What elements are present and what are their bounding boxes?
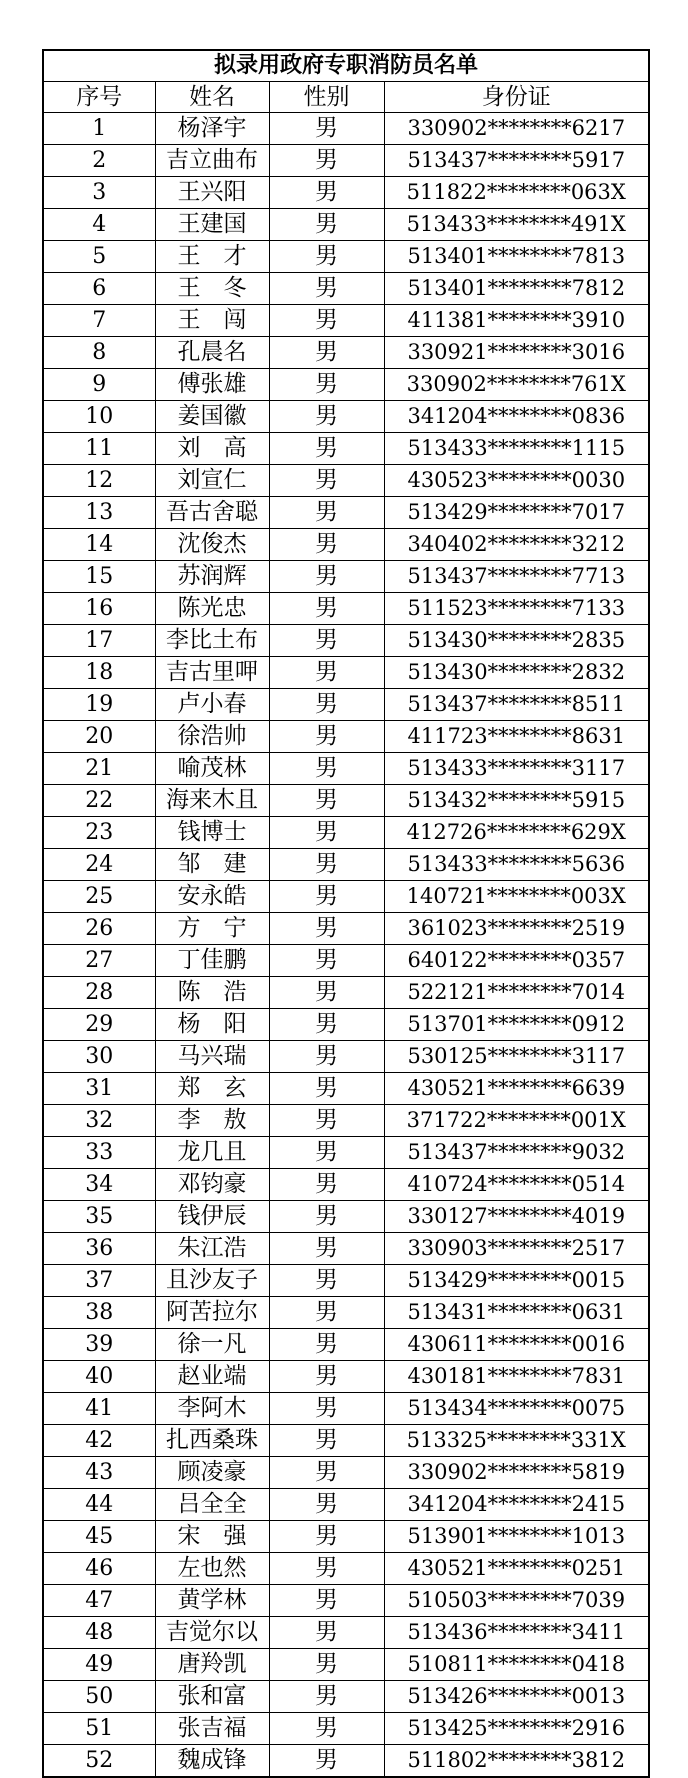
name-cell: 徐一凡 — [155, 1329, 269, 1361]
seq-cell: 44 — [43, 1489, 155, 1521]
table-row — [43, 785, 649, 817]
table-row — [43, 1105, 649, 1137]
header-id: 身份证 — [384, 82, 649, 113]
seq-cell: 27 — [43, 945, 155, 977]
sex-cell: 男 — [269, 337, 384, 369]
name-cell: 安永皓 — [155, 881, 269, 913]
table-row — [43, 1233, 649, 1265]
seq-cell: 15 — [43, 561, 155, 593]
table-row — [43, 657, 649, 689]
sex-cell: 男 — [269, 1489, 384, 1521]
table-row — [43, 1649, 649, 1681]
table-row — [43, 849, 649, 881]
title-row — [43, 50, 649, 82]
seq-cell: 33 — [43, 1137, 155, 1169]
name-cell: 孔晨名 — [155, 337, 269, 369]
table-row — [43, 817, 649, 849]
name-cell: 吾古舍聪 — [155, 497, 269, 529]
name-cell: 吕全全 — [155, 1489, 269, 1521]
name-cell: 王兴阳 — [155, 177, 269, 209]
seq-cell: 2 — [43, 145, 155, 177]
table-row — [43, 529, 649, 561]
sex-cell: 男 — [269, 1233, 384, 1265]
id-cell: 410724********0514 — [384, 1169, 649, 1201]
name-cell: 黄学林 — [155, 1585, 269, 1617]
name-cell: 刘 高 — [155, 433, 269, 465]
id-cell: 511802********3812 — [384, 1745, 649, 1778]
table-row — [43, 497, 649, 529]
name-cell: 丁佳鹏 — [155, 945, 269, 977]
id-cell: 513430********2835 — [384, 625, 649, 657]
sex-cell: 男 — [269, 1361, 384, 1393]
name-cell: 且沙友子 — [155, 1265, 269, 1297]
seq-cell: 7 — [43, 305, 155, 337]
header-seq: 序号 — [43, 82, 155, 113]
sex-cell: 男 — [269, 1553, 384, 1585]
name-cell: 朱江浩 — [155, 1233, 269, 1265]
id-cell: 513433********5636 — [384, 849, 649, 881]
sex-cell: 男 — [269, 1041, 384, 1073]
table-row — [43, 337, 649, 369]
sex-cell: 男 — [269, 177, 384, 209]
seq-cell: 47 — [43, 1585, 155, 1617]
id-cell: 341204********0836 — [384, 401, 649, 433]
roster-body — [43, 113, 649, 1778]
name-cell: 王 才 — [155, 241, 269, 273]
id-cell: 361023********2519 — [384, 913, 649, 945]
seq-cell: 51 — [43, 1713, 155, 1745]
header-sex: 性别 — [269, 82, 384, 113]
sex-cell: 男 — [269, 1649, 384, 1681]
seq-cell: 36 — [43, 1233, 155, 1265]
id-cell: 513437********8511 — [384, 689, 649, 721]
id-cell: 513430********2832 — [384, 657, 649, 689]
seq-cell: 39 — [43, 1329, 155, 1361]
name-cell: 钱伊辰 — [155, 1201, 269, 1233]
seq-cell: 38 — [43, 1297, 155, 1329]
table-row — [43, 1617, 649, 1649]
table-row — [43, 1681, 649, 1713]
id-cell: 140721********003X — [384, 881, 649, 913]
sex-cell: 男 — [269, 1297, 384, 1329]
sex-cell: 男 — [269, 1169, 384, 1201]
sex-cell: 男 — [269, 1073, 384, 1105]
seq-cell: 43 — [43, 1457, 155, 1489]
table-row — [43, 433, 649, 465]
id-cell: 411723********8631 — [384, 721, 649, 753]
table-row — [43, 1265, 649, 1297]
seq-cell: 12 — [43, 465, 155, 497]
id-cell: 513425********2916 — [384, 1713, 649, 1745]
sex-cell: 男 — [269, 849, 384, 881]
seq-cell: 50 — [43, 1681, 155, 1713]
name-cell: 卢小春 — [155, 689, 269, 721]
sex-cell: 男 — [269, 1265, 384, 1297]
id-cell: 513433********3117 — [384, 753, 649, 785]
name-cell: 李 敖 — [155, 1105, 269, 1137]
table-row — [43, 1425, 649, 1457]
id-cell: 513437********9032 — [384, 1137, 649, 1169]
table-row — [43, 177, 649, 209]
seq-cell: 37 — [43, 1265, 155, 1297]
id-cell: 513433********491X — [384, 209, 649, 241]
seq-cell: 18 — [43, 657, 155, 689]
id-cell: 330902********761X — [384, 369, 649, 401]
sex-cell: 男 — [269, 657, 384, 689]
name-cell: 赵业端 — [155, 1361, 269, 1393]
id-cell: 430521********6639 — [384, 1073, 649, 1105]
name-cell: 左也然 — [155, 1553, 269, 1585]
sex-cell: 男 — [269, 1617, 384, 1649]
seq-cell: 3 — [43, 177, 155, 209]
table-row — [43, 273, 649, 305]
sex-cell: 男 — [269, 913, 384, 945]
sex-cell: 男 — [269, 1745, 384, 1778]
id-cell: 411381********3910 — [384, 305, 649, 337]
sex-cell: 男 — [269, 401, 384, 433]
id-cell: 513431********0631 — [384, 1297, 649, 1329]
table-row — [43, 465, 649, 497]
seq-cell: 6 — [43, 273, 155, 305]
sex-cell: 男 — [269, 1105, 384, 1137]
sex-cell: 男 — [269, 817, 384, 849]
name-cell: 王 闯 — [155, 305, 269, 337]
name-cell: 姜国徽 — [155, 401, 269, 433]
name-cell: 李比土布 — [155, 625, 269, 657]
sex-cell: 男 — [269, 1393, 384, 1425]
seq-cell: 5 — [43, 241, 155, 273]
seq-cell: 40 — [43, 1361, 155, 1393]
seq-cell: 42 — [43, 1425, 155, 1457]
table-row — [43, 913, 649, 945]
sex-cell: 男 — [269, 369, 384, 401]
name-cell: 邹 建 — [155, 849, 269, 881]
name-cell: 刘宣仁 — [155, 465, 269, 497]
sex-cell: 男 — [269, 593, 384, 625]
sex-cell: 男 — [269, 1585, 384, 1617]
id-cell: 513325********331X — [384, 1425, 649, 1457]
sex-cell: 男 — [269, 1201, 384, 1233]
name-cell: 阿苦拉尔 — [155, 1297, 269, 1329]
sex-cell: 男 — [269, 1329, 384, 1361]
table-row — [43, 721, 649, 753]
id-cell: 513433********1115 — [384, 433, 649, 465]
seq-cell: 10 — [43, 401, 155, 433]
table-title: 拟录用政府专职消防员名单 — [43, 50, 649, 82]
name-cell: 杨泽宇 — [155, 113, 269, 145]
table-row — [43, 945, 649, 977]
table-row — [43, 1713, 649, 1745]
sex-cell: 男 — [269, 1713, 384, 1745]
name-cell: 顾凌豪 — [155, 1457, 269, 1489]
seq-cell: 35 — [43, 1201, 155, 1233]
name-cell: 陈光忠 — [155, 593, 269, 625]
seq-cell: 46 — [43, 1553, 155, 1585]
seq-cell: 19 — [43, 689, 155, 721]
seq-cell: 41 — [43, 1393, 155, 1425]
id-cell: 412726********629X — [384, 817, 649, 849]
id-cell: 430611********0016 — [384, 1329, 649, 1361]
table-row — [43, 209, 649, 241]
name-cell: 扎西桑珠 — [155, 1425, 269, 1457]
sex-cell: 男 — [269, 1009, 384, 1041]
name-cell: 方 宁 — [155, 913, 269, 945]
seq-cell: 45 — [43, 1521, 155, 1553]
table-row — [43, 881, 649, 913]
sex-cell: 男 — [269, 209, 384, 241]
id-cell: 330127********4019 — [384, 1201, 649, 1233]
id-cell: 341204********2415 — [384, 1489, 649, 1521]
name-cell: 王建国 — [155, 209, 269, 241]
seq-cell: 16 — [43, 593, 155, 625]
id-cell: 511523********7133 — [384, 593, 649, 625]
sex-cell: 男 — [269, 433, 384, 465]
seq-cell: 23 — [43, 817, 155, 849]
table-row — [43, 1073, 649, 1105]
name-cell: 宋 强 — [155, 1521, 269, 1553]
id-cell: 522121********7014 — [384, 977, 649, 1009]
seq-cell: 26 — [43, 913, 155, 945]
sex-cell: 男 — [269, 1137, 384, 1169]
table-row — [43, 1553, 649, 1585]
id-cell: 330902********5819 — [384, 1457, 649, 1489]
table-row — [43, 753, 649, 785]
seq-cell: 28 — [43, 977, 155, 1009]
name-cell: 喻茂林 — [155, 753, 269, 785]
table-row — [43, 593, 649, 625]
sex-cell: 男 — [269, 145, 384, 177]
seq-cell: 1 — [43, 113, 155, 145]
seq-cell: 49 — [43, 1649, 155, 1681]
id-cell: 430181********7831 — [384, 1361, 649, 1393]
sex-cell: 男 — [269, 1681, 384, 1713]
sex-cell: 男 — [269, 689, 384, 721]
table-row — [43, 1521, 649, 1553]
sex-cell: 男 — [269, 561, 384, 593]
sex-cell: 男 — [269, 241, 384, 273]
seq-cell: 8 — [43, 337, 155, 369]
table-row — [43, 1041, 649, 1073]
table-row — [43, 1329, 649, 1361]
id-cell: 330902********6217 — [384, 113, 649, 145]
id-cell: 511822********063X — [384, 177, 649, 209]
name-cell: 海来木且 — [155, 785, 269, 817]
sex-cell: 男 — [269, 305, 384, 337]
sex-cell: 男 — [269, 497, 384, 529]
table-row — [43, 1585, 649, 1617]
id-cell: 340402********3212 — [384, 529, 649, 561]
sex-cell: 男 — [269, 273, 384, 305]
seq-cell: 29 — [43, 1009, 155, 1041]
table-row — [43, 1745, 649, 1778]
name-cell: 傅张雄 — [155, 369, 269, 401]
table-row — [43, 561, 649, 593]
seq-cell: 20 — [43, 721, 155, 753]
sex-cell: 男 — [269, 945, 384, 977]
sex-cell: 男 — [269, 753, 384, 785]
sex-cell: 男 — [269, 465, 384, 497]
table-row — [43, 1201, 649, 1233]
table-row — [43, 113, 649, 145]
name-cell: 马兴瑞 — [155, 1041, 269, 1073]
sex-cell: 男 — [269, 625, 384, 657]
name-cell: 张吉福 — [155, 1713, 269, 1745]
seq-cell: 34 — [43, 1169, 155, 1201]
id-cell: 371722********001X — [384, 1105, 649, 1137]
table-row — [43, 241, 649, 273]
seq-cell: 9 — [43, 369, 155, 401]
table-row — [43, 1457, 649, 1489]
table-row — [43, 1361, 649, 1393]
id-cell: 513401********7813 — [384, 241, 649, 273]
id-cell: 513429********0015 — [384, 1265, 649, 1297]
name-cell: 龙几且 — [155, 1137, 269, 1169]
id-cell: 513437********7713 — [384, 561, 649, 593]
id-cell: 640122********0357 — [384, 945, 649, 977]
id-cell: 510811********0418 — [384, 1649, 649, 1681]
name-cell: 吉觉尔以 — [155, 1617, 269, 1649]
seq-cell: 24 — [43, 849, 155, 881]
name-cell: 杨 阳 — [155, 1009, 269, 1041]
id-cell: 430523********0030 — [384, 465, 649, 497]
sex-cell: 男 — [269, 1457, 384, 1489]
seq-cell: 31 — [43, 1073, 155, 1105]
id-cell: 513701********0912 — [384, 1009, 649, 1041]
id-cell: 530125********3117 — [384, 1041, 649, 1073]
name-cell: 唐羚凯 — [155, 1649, 269, 1681]
table-row — [43, 305, 649, 337]
table-row — [43, 977, 649, 1009]
header-row — [43, 82, 649, 113]
table-row — [43, 1009, 649, 1041]
sex-cell: 男 — [269, 1425, 384, 1457]
header-name: 姓名 — [155, 82, 269, 113]
id-cell: 330921********3016 — [384, 337, 649, 369]
name-cell: 王 冬 — [155, 273, 269, 305]
table-row — [43, 1393, 649, 1425]
name-cell: 李阿木 — [155, 1393, 269, 1425]
name-cell: 沈俊杰 — [155, 529, 269, 561]
table-row — [43, 1137, 649, 1169]
table-row — [43, 145, 649, 177]
name-cell: 张和富 — [155, 1681, 269, 1713]
name-cell: 陈 浩 — [155, 977, 269, 1009]
id-cell: 430521********0251 — [384, 1553, 649, 1585]
sex-cell: 男 — [269, 529, 384, 561]
name-cell: 吉立曲布 — [155, 145, 269, 177]
name-cell: 钱博士 — [155, 817, 269, 849]
table-row — [43, 369, 649, 401]
table-row — [43, 689, 649, 721]
name-cell: 徐浩帅 — [155, 721, 269, 753]
sex-cell: 男 — [269, 785, 384, 817]
id-cell: 513437********5917 — [384, 145, 649, 177]
sex-cell: 男 — [269, 113, 384, 145]
table-row — [43, 625, 649, 657]
seq-cell: 13 — [43, 497, 155, 529]
table-row — [43, 1169, 649, 1201]
seq-cell: 52 — [43, 1745, 155, 1778]
name-cell: 邓钧豪 — [155, 1169, 269, 1201]
sex-cell: 男 — [269, 881, 384, 913]
roster-table — [42, 49, 650, 1778]
seq-cell: 25 — [43, 881, 155, 913]
table-row — [43, 401, 649, 433]
table-row — [43, 1297, 649, 1329]
seq-cell: 30 — [43, 1041, 155, 1073]
seq-cell: 11 — [43, 433, 155, 465]
id-cell: 513901********1013 — [384, 1521, 649, 1553]
id-cell: 513436********3411 — [384, 1617, 649, 1649]
name-cell: 苏润辉 — [155, 561, 269, 593]
id-cell: 513426********0013 — [384, 1681, 649, 1713]
seq-cell: 22 — [43, 785, 155, 817]
name-cell: 郑 玄 — [155, 1073, 269, 1105]
seq-cell: 48 — [43, 1617, 155, 1649]
sex-cell: 男 — [269, 1521, 384, 1553]
name-cell: 魏成锋 — [155, 1745, 269, 1778]
id-cell: 513401********7812 — [384, 273, 649, 305]
table-row — [43, 1489, 649, 1521]
id-cell: 513429********7017 — [384, 497, 649, 529]
sex-cell: 男 — [269, 977, 384, 1009]
seq-cell: 21 — [43, 753, 155, 785]
seq-cell: 32 — [43, 1105, 155, 1137]
seq-cell: 4 — [43, 209, 155, 241]
id-cell: 330903********2517 — [384, 1233, 649, 1265]
seq-cell: 14 — [43, 529, 155, 561]
seq-cell: 17 — [43, 625, 155, 657]
id-cell: 513432********5915 — [384, 785, 649, 817]
id-cell: 510503********7039 — [384, 1585, 649, 1617]
name-cell: 吉古里呷 — [155, 657, 269, 689]
id-cell: 513434********0075 — [384, 1393, 649, 1425]
sex-cell: 男 — [269, 721, 384, 753]
